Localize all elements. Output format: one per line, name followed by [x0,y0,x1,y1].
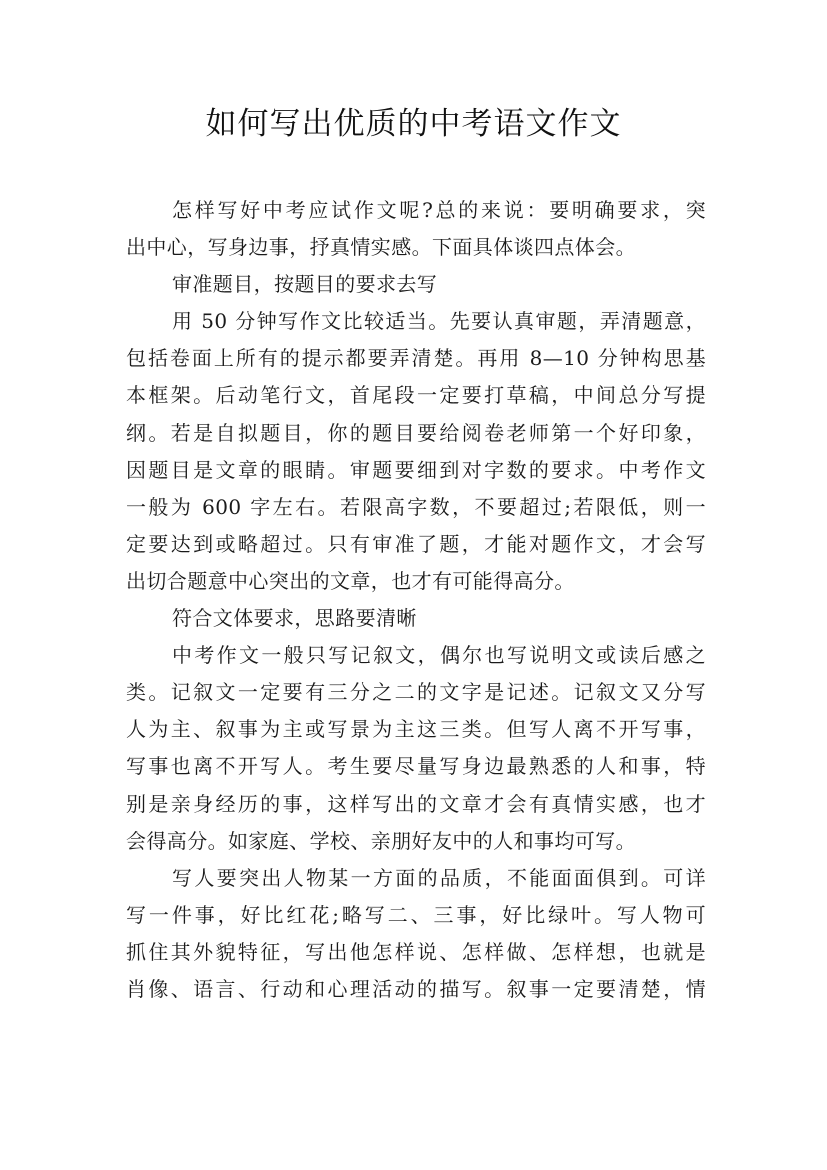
text-line: 出切合题意中心突出的文章，也才有可能得高分。 [126,568,575,593]
document-body [126,192,706,1008]
text-line: 定要达到或略超过。只有审准了题，才能对题作文，才会写 [126,531,706,556]
text-line: 类。记叙文一定要有三分之二的文字是记述。记叙文又分写 [126,680,706,705]
text-line: 出中心，写身边事，抒真情实感。下面具体谈四点体会。 [126,235,636,260]
text-line: 包括卷面上所有的提示都要弄清楚。再用 8—10 分钟构思基 [126,346,706,371]
text-line: 怎样写好中考应试作文呢?总的来说：要明确要求，突 [172,198,706,222]
text-line: 别是亲身经历的事，这样写出的文章才会有真情实感，也才 [126,791,706,816]
text-line: 符合文体要求，思路要清晰 [172,606,417,631]
text-line: 会得高分。如家庭、学校、亲朋好友中的人和事均可写。 [126,828,636,853]
text-line: 中考作文一般只写记叙文，偶尔也写说明文或读后感之 [172,643,706,668]
text-line: 纲。若是自拟题目，你的题目要给阅卷老师第一个好印象， [126,420,706,445]
text-line: 本框架。后动笔行文，首尾段一定要打草稿，中间总分写提 [126,383,706,408]
text-line: 写人要突出人物某一方面的品质，不能面面俱到。可详 [172,865,706,890]
text-line: 因题目是文章的眼睛。审题要细到对字数的要求。中考作文 [126,457,706,482]
text-line: 用 50 分钟写作文比较适当。先要认真审题，弄清题意， [172,309,706,334]
document-title: 如何写出优质的中考语文作文 [205,106,622,142]
text-line: 肖像、语言、行动和心理活动的描写。叙事一定要清楚，情 [126,976,706,1001]
text-line: 审准题目，按题目的要求去写 [172,272,438,297]
text-line: 写事也离不开写人。考生要尽量写身边最熟悉的人和事，特 [126,754,706,779]
text-line: 一般为 600 字左右。若限高字数，不要超过;若限低，则一 [126,494,706,519]
text-line: 写一件事，好比红花;略写二、三事，好比绿叶。写人物可 [126,902,706,927]
text-line: 抓住其外貌特征，写出他怎样说、怎样做、怎样想，也就是 [126,939,706,964]
text-line: 人为主、叙事为主或写景为主这三类。但写人离不开写事， [126,717,706,742]
